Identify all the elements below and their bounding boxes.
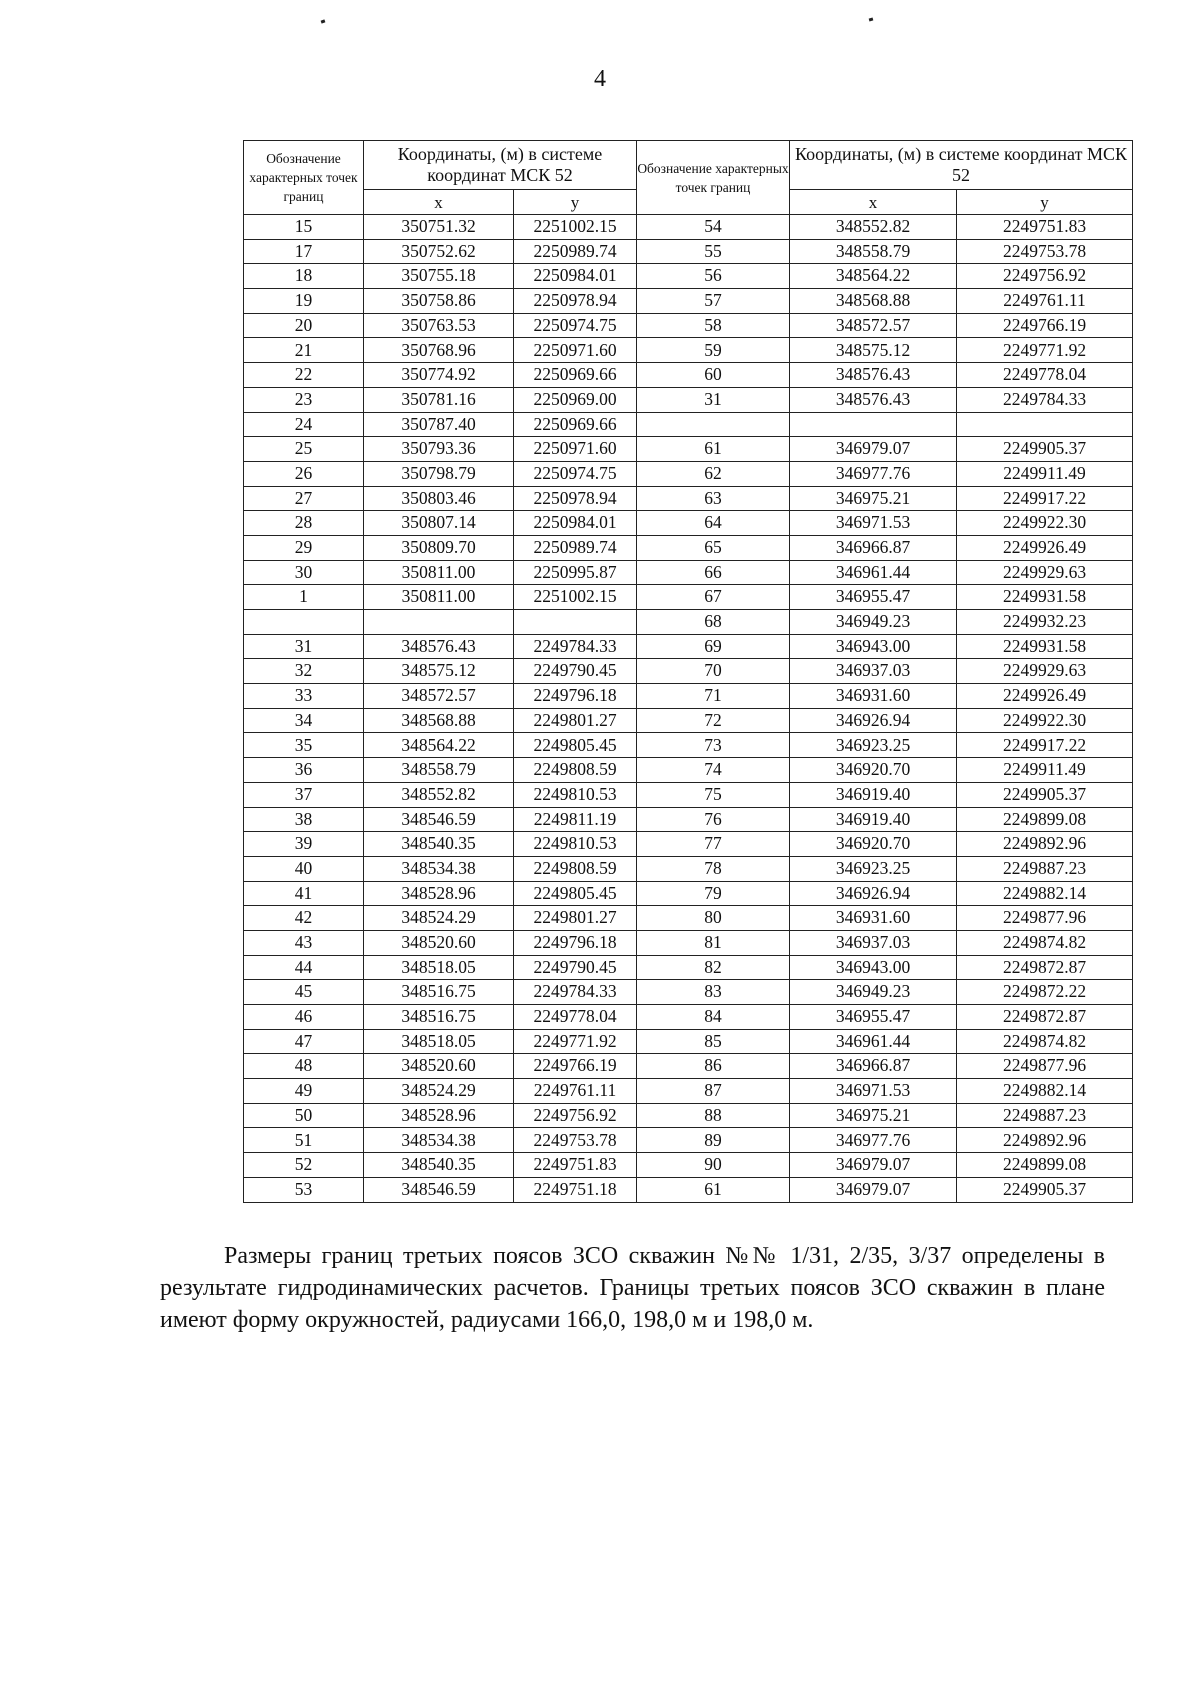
- coord-x-right: 346937.03: [790, 659, 957, 684]
- point-id-right: 87: [637, 1079, 790, 1104]
- coord-x-right: 348576.43: [790, 363, 957, 388]
- coord-x-right: 346971.53: [790, 1079, 957, 1104]
- coord-x-left: 350803.46: [364, 486, 514, 511]
- coord-y-right: 2249882.14: [957, 881, 1133, 906]
- point-id-right: 89: [637, 1128, 790, 1153]
- paragraph-text: Размеры границ третьих поясов ЗСО скважин №№ 1/31, 2/35, 3/37 определены в результате гидродинамических расчетов. Границы третьих поясов ЗСО скважин в плане имеют форму окружностей, радиусами 166,0, 198,0 м и 198,0 м.: [160, 1243, 1105, 1333]
- coord-x-left: [364, 610, 514, 635]
- coord-y-left: 2250978.94: [514, 486, 637, 511]
- table-row: [244, 980, 1133, 1005]
- point-id-left: 51: [244, 1128, 364, 1153]
- coord-y-right: 2249874.82: [957, 1029, 1133, 1054]
- coord-x-right: 346931.60: [790, 684, 957, 709]
- coord-x-right: 348558.79: [790, 239, 957, 264]
- coord-y-right: 2249926.49: [957, 535, 1133, 560]
- coord-y-right: [957, 412, 1133, 437]
- point-id-left: 52: [244, 1153, 364, 1178]
- description-paragraph: [160, 1240, 1105, 1336]
- table-row: [244, 881, 1133, 906]
- coord-x-left: 350752.62: [364, 239, 514, 264]
- coord-x-left: 350787.40: [364, 412, 514, 437]
- point-id-left: 18: [244, 264, 364, 289]
- table-row: [244, 1029, 1133, 1054]
- table-row: [244, 634, 1133, 659]
- coord-x-right: 346979.07: [790, 1177, 957, 1202]
- coord-x-right: 348568.88: [790, 289, 957, 314]
- point-id-left: 15: [244, 215, 364, 240]
- point-id-right: 63: [637, 486, 790, 511]
- coord-x-left: 348520.60: [364, 1054, 514, 1079]
- coord-x-left: 348552.82: [364, 782, 514, 807]
- point-id-left: 50: [244, 1103, 364, 1128]
- point-id-left: 37: [244, 782, 364, 807]
- table-row: [244, 338, 1133, 363]
- point-id-left: 20: [244, 313, 364, 338]
- coord-y-left: 2249808.59: [514, 758, 637, 783]
- coord-x-left: 348540.35: [364, 1153, 514, 1178]
- table-row: [244, 708, 1133, 733]
- coord-y-left: 2249805.45: [514, 881, 637, 906]
- coord-y-right: 2249751.83: [957, 215, 1133, 240]
- coord-x-left: 350798.79: [364, 461, 514, 486]
- coord-y-right: 2249899.08: [957, 1153, 1133, 1178]
- coord-x-right: 346931.60: [790, 906, 957, 931]
- table-row: [244, 535, 1133, 560]
- point-id-right: 70: [637, 659, 790, 684]
- coord-y-left: 2250989.74: [514, 239, 637, 264]
- point-id-right: 81: [637, 930, 790, 955]
- point-id-right: 90: [637, 1153, 790, 1178]
- coord-y-left: 2250978.94: [514, 289, 637, 314]
- coord-y-right: 2249922.30: [957, 511, 1133, 536]
- coord-x-left: 350811.00: [364, 585, 514, 610]
- point-id-right: 75: [637, 782, 790, 807]
- coord-y-left: 2250974.75: [514, 461, 637, 486]
- coord-y-left: [514, 610, 637, 635]
- coord-y-right: 2249756.92: [957, 264, 1133, 289]
- table-row: [244, 758, 1133, 783]
- coord-y-right: 2249905.37: [957, 782, 1133, 807]
- coord-x-right: 346955.47: [790, 585, 957, 610]
- point-id-left: 45: [244, 980, 364, 1005]
- coord-y-left: 2249751.83: [514, 1153, 637, 1178]
- coord-x-right: 346920.70: [790, 758, 957, 783]
- coord-x-left: 350809.70: [364, 535, 514, 560]
- coord-x-right: 346926.94: [790, 881, 957, 906]
- table-row: [244, 585, 1133, 610]
- coord-x-right: 346975.21: [790, 1103, 957, 1128]
- coordinates-table: [243, 140, 1133, 1203]
- point-id-left: 43: [244, 930, 364, 955]
- coord-y-right: 2249877.96: [957, 906, 1133, 931]
- coord-y-right: 2249771.92: [957, 338, 1133, 363]
- coord-y-right: 2249892.96: [957, 832, 1133, 857]
- coord-x-right: 346943.00: [790, 634, 957, 659]
- header-designation-right: Обозначение характерных точек границ: [637, 141, 790, 215]
- coord-y-left: 2249761.11: [514, 1079, 637, 1104]
- coord-x-left: 350811.00: [364, 560, 514, 585]
- coord-y-left: 2249766.19: [514, 1054, 637, 1079]
- point-id-left: 27: [244, 486, 364, 511]
- point-id-right: 77: [637, 832, 790, 857]
- coord-x-left: 348528.96: [364, 881, 514, 906]
- point-id-right: 57: [637, 289, 790, 314]
- coord-x-left: 348546.59: [364, 807, 514, 832]
- point-id-right: 65: [637, 535, 790, 560]
- coord-y-left: 2249801.27: [514, 906, 637, 931]
- coord-y-left: 2250969.66: [514, 363, 637, 388]
- table-row: [244, 437, 1133, 462]
- coord-x-right: 346979.07: [790, 437, 957, 462]
- coord-y-right: 2249922.30: [957, 708, 1133, 733]
- coord-x-left: 348564.22: [364, 733, 514, 758]
- point-id-left: 39: [244, 832, 364, 857]
- point-id-right: 82: [637, 955, 790, 980]
- table-row: [244, 313, 1133, 338]
- coord-x-left: 348518.05: [364, 1029, 514, 1054]
- coord-y-right: 2249905.37: [957, 437, 1133, 462]
- scan-artifact-mark: [869, 18, 874, 22]
- point-id-left: 44: [244, 955, 364, 980]
- point-id-left: 23: [244, 387, 364, 412]
- coord-y-right: 2249877.96: [957, 1054, 1133, 1079]
- coord-x-right: 346923.25: [790, 733, 957, 758]
- point-id-right: 56: [637, 264, 790, 289]
- coord-x-left: 348575.12: [364, 659, 514, 684]
- point-id-left: 25: [244, 437, 364, 462]
- point-id-left: 42: [244, 906, 364, 931]
- point-id-left: 28: [244, 511, 364, 536]
- point-id-left: 29: [244, 535, 364, 560]
- point-id-right: 54: [637, 215, 790, 240]
- table-row: [244, 906, 1133, 931]
- point-id-right: 59: [637, 338, 790, 363]
- coord-x-right: 346919.40: [790, 782, 957, 807]
- coord-y-left: 2249751.18: [514, 1177, 637, 1202]
- coord-y-right: 2249872.87: [957, 1005, 1133, 1030]
- coord-x-right: 346926.94: [790, 708, 957, 733]
- coord-x-left: 350768.96: [364, 338, 514, 363]
- coord-y-left: 2250984.01: [514, 511, 637, 536]
- coord-y-right: 2249887.23: [957, 856, 1133, 881]
- coord-x-right: 346937.03: [790, 930, 957, 955]
- page-number: 4: [594, 66, 606, 92]
- point-id-right: 55: [637, 239, 790, 264]
- coord-y-right: 2249929.63: [957, 659, 1133, 684]
- table-row: [244, 412, 1133, 437]
- header-coords-right: Координаты, (м) в системе координат МСК 52: [790, 141, 1133, 190]
- point-id-right: 79: [637, 881, 790, 906]
- coord-x-right: 346955.47: [790, 1005, 957, 1030]
- table-row: [244, 733, 1133, 758]
- coord-x-left: 348558.79: [364, 758, 514, 783]
- coord-x-right: 346977.76: [790, 461, 957, 486]
- table-row: [244, 610, 1133, 635]
- table-row: [244, 1177, 1133, 1202]
- point-id-right: 68: [637, 610, 790, 635]
- coord-x-left: 348520.60: [364, 930, 514, 955]
- point-id-left: 1: [244, 585, 364, 610]
- point-id-left: 53: [244, 1177, 364, 1202]
- table-row: [244, 264, 1133, 289]
- table-row: [244, 832, 1133, 857]
- coord-y-right: 2249931.58: [957, 634, 1133, 659]
- table-row: [244, 511, 1133, 536]
- table-row: [244, 1128, 1133, 1153]
- point-id-left: 34: [244, 708, 364, 733]
- coord-y-left: 2249784.33: [514, 980, 637, 1005]
- coord-y-left: 2251002.15: [514, 585, 637, 610]
- point-id-left: 35: [244, 733, 364, 758]
- coord-x-left: 348534.38: [364, 856, 514, 881]
- point-id-right: 64: [637, 511, 790, 536]
- coord-y-right: 2249911.49: [957, 461, 1133, 486]
- coord-x-left: 350763.53: [364, 313, 514, 338]
- point-id-left: 38: [244, 807, 364, 832]
- coord-y-right: 2249932.23: [957, 610, 1133, 635]
- coord-y-right: 2249874.82: [957, 930, 1133, 955]
- point-id-left: [244, 610, 364, 635]
- table-row: [244, 1153, 1133, 1178]
- coord-x-right: 348575.12: [790, 338, 957, 363]
- coord-x-left: 350755.18: [364, 264, 514, 289]
- coord-y-right: 2249761.11: [957, 289, 1133, 314]
- point-id-right: 74: [637, 758, 790, 783]
- coord-y-left: 2249810.53: [514, 782, 637, 807]
- coord-x-right: 348572.57: [790, 313, 957, 338]
- coord-y-left: 2250995.87: [514, 560, 637, 585]
- coord-x-left: 348516.75: [364, 980, 514, 1005]
- header-y-right: y: [957, 190, 1133, 215]
- point-id-right: 69: [637, 634, 790, 659]
- coord-x-left: 348524.29: [364, 1079, 514, 1104]
- table-row: [244, 289, 1133, 314]
- header-coords-left: Координаты, (м) в системе координат МСК 52: [364, 141, 637, 190]
- point-id-right: 83: [637, 980, 790, 1005]
- table-row: [244, 215, 1133, 240]
- coord-y-right: 2249911.49: [957, 758, 1133, 783]
- coord-x-right: 346943.00: [790, 955, 957, 980]
- coord-y-right: 2249766.19: [957, 313, 1133, 338]
- coord-x-right: 346961.44: [790, 1029, 957, 1054]
- point-id-left: 30: [244, 560, 364, 585]
- point-id-left: 49: [244, 1079, 364, 1104]
- point-id-left: 48: [244, 1054, 364, 1079]
- coord-y-left: 2249810.53: [514, 832, 637, 857]
- table-row: [244, 856, 1133, 881]
- coord-x-right: 346919.40: [790, 807, 957, 832]
- coord-x-right: 348564.22: [790, 264, 957, 289]
- coord-y-left: 2249808.59: [514, 856, 637, 881]
- point-id-right: 88: [637, 1103, 790, 1128]
- coord-y-right: 2249926.49: [957, 684, 1133, 709]
- coord-x-left: 348524.29: [364, 906, 514, 931]
- coord-y-left: 2249771.92: [514, 1029, 637, 1054]
- point-id-right: 73: [637, 733, 790, 758]
- point-id-left: 26: [244, 461, 364, 486]
- coord-y-right: 2249778.04: [957, 363, 1133, 388]
- table-row: [244, 1005, 1133, 1030]
- point-id-left: 36: [244, 758, 364, 783]
- point-id-right: 84: [637, 1005, 790, 1030]
- point-id-left: 19: [244, 289, 364, 314]
- coord-y-left: 2250974.75: [514, 313, 637, 338]
- coord-x-right: 346966.87: [790, 1054, 957, 1079]
- point-id-left: 31: [244, 634, 364, 659]
- coord-y-left: 2251002.15: [514, 215, 637, 240]
- scan-artifact-mark: [321, 19, 326, 23]
- coord-y-right: 2249929.63: [957, 560, 1133, 585]
- coordinates-table-body: [244, 215, 1133, 1203]
- coord-y-right: 2249872.22: [957, 980, 1133, 1005]
- header-designation-left: Обозначение характерных точек границ: [244, 141, 364, 215]
- point-id-left: 32: [244, 659, 364, 684]
- table-row: [244, 560, 1133, 585]
- point-id-right: 62: [637, 461, 790, 486]
- point-id-right: 71: [637, 684, 790, 709]
- header-x-left: x: [364, 190, 514, 215]
- coord-x-left: 350751.32: [364, 215, 514, 240]
- point-id-right: 61: [637, 1177, 790, 1202]
- point-id-left: 40: [244, 856, 364, 881]
- coord-x-right: 348576.43: [790, 387, 957, 412]
- table-row: [244, 930, 1133, 955]
- coord-x-left: 350758.86: [364, 289, 514, 314]
- coord-y-right: 2249882.14: [957, 1079, 1133, 1104]
- coord-x-right: [790, 412, 957, 437]
- coord-x-right: 346920.70: [790, 832, 957, 857]
- point-id-left: 46: [244, 1005, 364, 1030]
- point-id-right: 86: [637, 1054, 790, 1079]
- coord-y-right: 2249917.22: [957, 486, 1133, 511]
- table-row: [244, 684, 1133, 709]
- coord-x-right: 346975.21: [790, 486, 957, 511]
- point-id-right: 72: [637, 708, 790, 733]
- coord-x-left: 348572.57: [364, 684, 514, 709]
- point-id-right: 31: [637, 387, 790, 412]
- coord-y-left: 2249805.45: [514, 733, 637, 758]
- coord-y-left: 2250989.74: [514, 535, 637, 560]
- coord-x-left: 348540.35: [364, 832, 514, 857]
- coord-y-left: 2250969.66: [514, 412, 637, 437]
- table-row: [244, 807, 1133, 832]
- table-row: [244, 955, 1133, 980]
- point-id-right: 80: [637, 906, 790, 931]
- header-x-right: x: [790, 190, 957, 215]
- coord-y-right: 2249917.22: [957, 733, 1133, 758]
- point-id-right: 67: [637, 585, 790, 610]
- coord-y-right: 2249931.58: [957, 585, 1133, 610]
- table-row: [244, 461, 1133, 486]
- table-row: [244, 239, 1133, 264]
- coord-y-left: 2250971.60: [514, 338, 637, 363]
- point-id-left: 41: [244, 881, 364, 906]
- coord-x-left: 350781.16: [364, 387, 514, 412]
- coord-y-right: 2249905.37: [957, 1177, 1133, 1202]
- coord-y-left: 2250971.60: [514, 437, 637, 462]
- coord-y-left: 2249753.78: [514, 1128, 637, 1153]
- coord-x-left: 350774.92: [364, 363, 514, 388]
- coord-y-right: 2249872.87: [957, 955, 1133, 980]
- coord-x-left: 348518.05: [364, 955, 514, 980]
- coord-x-left: 350807.14: [364, 511, 514, 536]
- header-y-left: y: [514, 190, 637, 215]
- point-id-left: 33: [244, 684, 364, 709]
- coord-x-left: 348568.88: [364, 708, 514, 733]
- point-id-left: 24: [244, 412, 364, 437]
- point-id-left: 22: [244, 363, 364, 388]
- coord-x-left: 348534.38: [364, 1128, 514, 1153]
- table-row: [244, 782, 1133, 807]
- coord-y-left: 2249790.45: [514, 659, 637, 684]
- point-id-left: 17: [244, 239, 364, 264]
- table-row: [244, 659, 1133, 684]
- table-row: [244, 1103, 1133, 1128]
- coord-y-left: 2249790.45: [514, 955, 637, 980]
- coord-x-left: 348516.75: [364, 1005, 514, 1030]
- point-id-left: 21: [244, 338, 364, 363]
- coord-y-right: 2249899.08: [957, 807, 1133, 832]
- coord-y-right: 2249887.23: [957, 1103, 1133, 1128]
- coord-x-right: 346923.25: [790, 856, 957, 881]
- point-id-right: 76: [637, 807, 790, 832]
- coord-x-right: 346949.23: [790, 980, 957, 1005]
- coord-x-left: 348528.96: [364, 1103, 514, 1128]
- point-id-right: 61: [637, 437, 790, 462]
- point-id-right: 60: [637, 363, 790, 388]
- point-id-right: 66: [637, 560, 790, 585]
- coord-x-left: 350793.36: [364, 437, 514, 462]
- coord-y-left: 2249796.18: [514, 684, 637, 709]
- coord-y-left: 2249811.19: [514, 807, 637, 832]
- coord-y-left: 2250969.00: [514, 387, 637, 412]
- coord-y-left: 2249778.04: [514, 1005, 637, 1030]
- table-row: [244, 363, 1133, 388]
- table-row: [244, 1079, 1133, 1104]
- point-id-right: 58: [637, 313, 790, 338]
- coord-x-right: 346961.44: [790, 560, 957, 585]
- coord-y-left: 2249756.92: [514, 1103, 637, 1128]
- coord-x-right: 346971.53: [790, 511, 957, 536]
- coord-x-right: 348552.82: [790, 215, 957, 240]
- coord-y-right: 2249784.33: [957, 387, 1133, 412]
- coord-y-left: 2249784.33: [514, 634, 637, 659]
- coord-x-left: 348576.43: [364, 634, 514, 659]
- table-row: [244, 387, 1133, 412]
- coord-x-right: 346949.23: [790, 610, 957, 635]
- coord-y-left: 2250984.01: [514, 264, 637, 289]
- coord-x-right: 346979.07: [790, 1153, 957, 1178]
- table-row: [244, 486, 1133, 511]
- coord-x-left: 348546.59: [364, 1177, 514, 1202]
- point-id-right: 78: [637, 856, 790, 881]
- point-id-right: 85: [637, 1029, 790, 1054]
- coord-x-right: 346977.76: [790, 1128, 957, 1153]
- point-id-right: [637, 412, 790, 437]
- coord-y-left: 2249796.18: [514, 930, 637, 955]
- table-row: [244, 1054, 1133, 1079]
- coord-y-left: 2249801.27: [514, 708, 637, 733]
- point-id-left: 47: [244, 1029, 364, 1054]
- coord-x-right: 346966.87: [790, 535, 957, 560]
- coord-y-right: 2249892.96: [957, 1128, 1133, 1153]
- coord-y-right: 2249753.78: [957, 239, 1133, 264]
